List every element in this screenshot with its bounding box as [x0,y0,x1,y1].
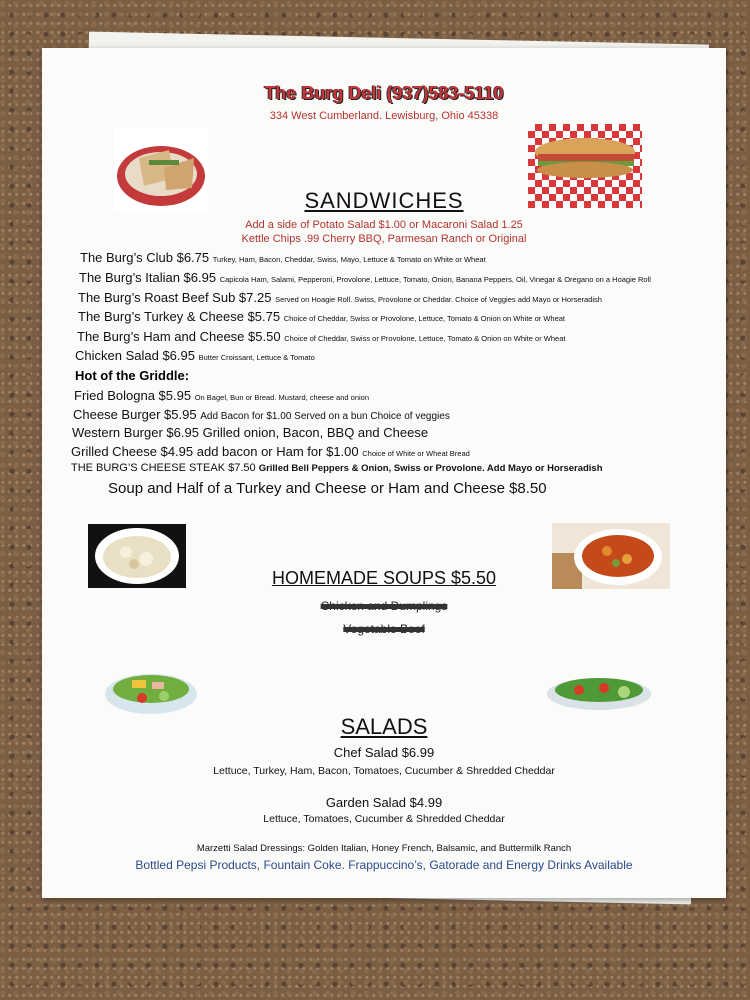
menu-item [78,290,602,305]
menu-item-desc: Served on Hoagie Roll. Swiss, Provolone or Cheddar. Choice of Veggies add Mayo or Horseradish [275,295,602,304]
menu-item [79,270,651,285]
menu-item [75,348,315,363]
soup-item [42,622,726,636]
menu-item-name: Chicken Salad $6.95 [75,348,195,363]
menu-item [73,407,450,422]
menu-item-name: THE BURG’S CHEESE STEAK $7.50 [71,462,256,474]
menu-item-name: The Burg’s Turkey & Cheese $5.75 [78,309,281,324]
griddle-heading: Hot of the Griddle: [75,368,190,383]
menu-item-name: Grilled Cheese $4.95 add bacon or Ham for $1.00 [71,444,359,459]
menu-item-name: Cheese Burger $5.95 [73,407,197,422]
menu-item [71,444,470,459]
menu-item-name: The Burg’s Italian $6.95 [79,270,217,285]
deli-address: 334 West Cumberland. Lewisburg, Ohio 45338 [269,110,499,122]
menu-item-desc: On Bagel, Bun or Bread. Mustard, cheese and onion [194,393,369,402]
menu-item-desc: Grilled Bell Peppers & Onion, Swiss or Provolone. Add Mayo or Horseradish [258,463,603,474]
menu-item-name: The Burg’s Roast Beef Sub $7.25 [78,290,272,305]
soup-item-name: Chicken and Dumplings [320,599,448,613]
menu-item-name: Fried Bologna $5.95 [74,388,192,403]
menu-item [71,462,603,474]
garden-salad-name: Garden Salad $4.99 [325,795,443,810]
chef-salad-name: Chef Salad $6.99 [333,745,435,760]
garden-salad-photo [544,668,654,714]
soups-heading: HOMEMADE SOUPS $5.50 [271,568,497,588]
menu-item-desc: Choice of White or Wheat Bread [362,449,470,458]
menu-item-desc: Butter Croissant, Lettuce & Tomato [198,353,315,362]
menu-item-name: The Burg’s Club $6.75 [80,250,210,265]
menu-item-desc: Choice of Cheddar, Swiss or Provolone, Lettuce, Tomato & Onion on White or Wheat [284,334,566,343]
menu-item [74,388,369,403]
menu-item-name: The Burg’s Ham and Cheese $5.50 [77,329,281,344]
soup-item [42,599,726,613]
menu-item-desc: Capicola Ham, Salami, Pepperoni, Provolone, Lettuce, Tomato, Onion, Banana Peppers, Oil, Vinegar & Oregano on a Hoagie Roll [219,275,651,284]
menu-item-desc: Grilled onion, Bacon, BBQ and Cheese [202,425,429,440]
salads-heading: SALADS [340,714,428,739]
soup-combo: Soup and Half of a Turkey and Cheese or Ham and Cheese $8.50 [108,480,547,497]
menu-item-desc: Add Bacon for $1.00 Served on a bun Choice of veggies [200,411,450,422]
menu-item-desc: Turkey, Ham, Bacon, Cheddar, Swiss, Mayo, Lettuce & Tomato on White or Wheat [212,255,486,264]
chef-salad-desc: Lettuce, Turkey, Ham, Bacon, Tomatoes, Cucumber & Shredded Cheddar [213,765,555,777]
garden-salad-desc: Lettuce, Tomatoes, Cucumber & Shredded Cheddar [263,813,505,825]
sides-line-2: Kettle Chips .99 Cherry BBQ, Parmesan Ranch or Original [241,233,527,245]
salad-dressings: Marzetti Salad Dressings: Golden Italian, Honey French, Balsamic, and Buttermilk Ranch [196,843,572,854]
menu-item [77,329,565,344]
deli-title: The Burg Deli (937)583-5110 [264,83,504,103]
chef-salad-photo [102,664,200,718]
sides-line-1: Add a side of Potato Salad $1.00 or Macaroni Salad 1.25 [245,219,523,231]
soup-item-name: Vegetable Beef [343,622,425,636]
sandwiches-heading: SANDWICHES [304,188,464,213]
menu-sheet [42,48,726,898]
menu-item-desc: Choice of Cheddar, Swiss or Provolone, Lettuce, Tomato & Onion on White or Wheat [283,314,565,323]
menu-item [80,250,486,265]
drinks-line: Bottled Pepsi Products, Fountain Coke. Frappuccino’s, Gatorade and Energy Drinks Available [135,858,633,872]
menu-item [78,309,565,324]
menu-item [72,425,428,440]
menu-item-name: Western Burger $6.95 [72,425,199,440]
